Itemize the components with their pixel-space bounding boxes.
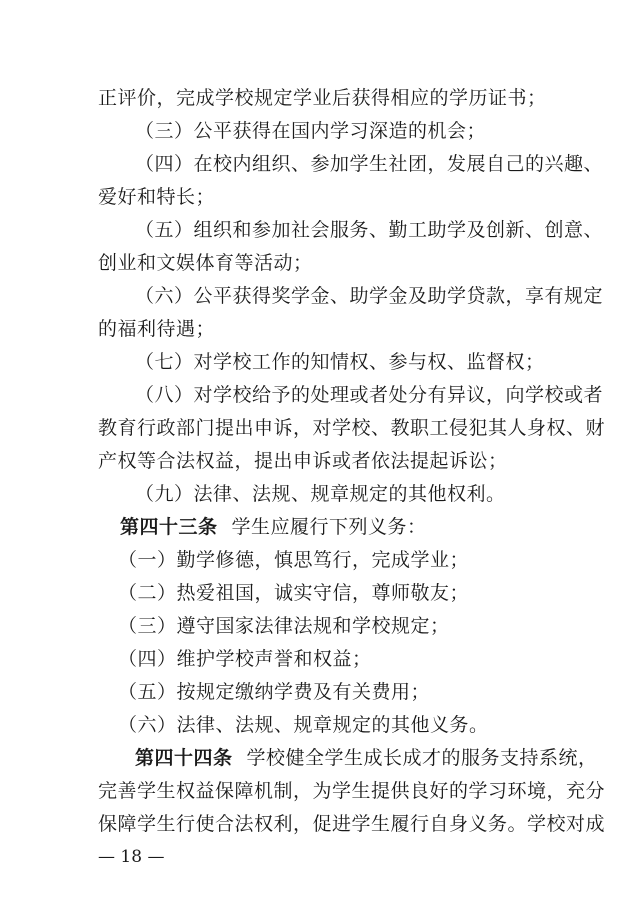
article-label: 第四十三条 [120, 516, 218, 538]
text-line: （七）对学校工作的知情权、参与权、监督权； [135, 351, 545, 373]
text-line: （五）组织和参加社会服务、勤工助学及创新、创意、 [135, 219, 604, 241]
list-item: （二）热爱祖国，诚实守信，尊师敬友； [118, 582, 470, 604]
list-item: （六）法律、法规、规章规定的其他义务。 [118, 714, 489, 736]
text-line: （九）法律、法规、规章规定的其他权利。 [135, 483, 506, 505]
text-line: （八）对学校给予的处理或者处分有异议，向学校或者 [135, 384, 604, 406]
text-line: （四）在校内组织、参加学生社团，发展自己的兴趣、 [135, 153, 604, 175]
article-label: 第四十四条 [135, 747, 233, 769]
page-number: — 18 — [98, 847, 165, 867]
text-line: （六）公平获得奖学金、助学金及助学贷款，享有规定 [135, 285, 604, 307]
text-line: 爱好和特长； [98, 186, 216, 208]
text-line: 教育行政部门提出申诉，对学校、教职工侵犯其人身权、财 [98, 417, 606, 439]
text-line: 创业和文娱体育等活动； [98, 252, 313, 274]
text-line: 的福利待遇； [98, 318, 216, 340]
article-43-heading [120, 515, 544, 539]
text-line: 正评价，完成学校规定学业后获得相应的学历证书； [98, 87, 547, 109]
text-line: 完善学生权益保障机制，为学生提供良好的学习环境，充分 [98, 780, 606, 802]
text-line: 产权等合法权益，提出申诉或者依法提起诉讼； [98, 450, 508, 472]
article-text: 学校健全学生成长成才的服务支持系统， [246, 747, 598, 769]
article-44-heading [135, 746, 598, 770]
list-item: （一）勤学修德，慎思笃行，完成学业； [118, 549, 470, 571]
list-item: （五）按规定缴纳学费及有关费用； [118, 681, 431, 703]
article-text: 学生应履行下列义务： [231, 516, 427, 538]
text-line: 保障学生行使合法权利，促进学生履行自身义务。学校对成 [98, 813, 606, 835]
list-item: （三）遵守国家法律法规和学校规定； [118, 615, 450, 637]
list-item: （四）维护学校声誉和权益； [118, 648, 372, 670]
text-line: （三）公平获得在国内学习深造的机会； [135, 120, 487, 142]
